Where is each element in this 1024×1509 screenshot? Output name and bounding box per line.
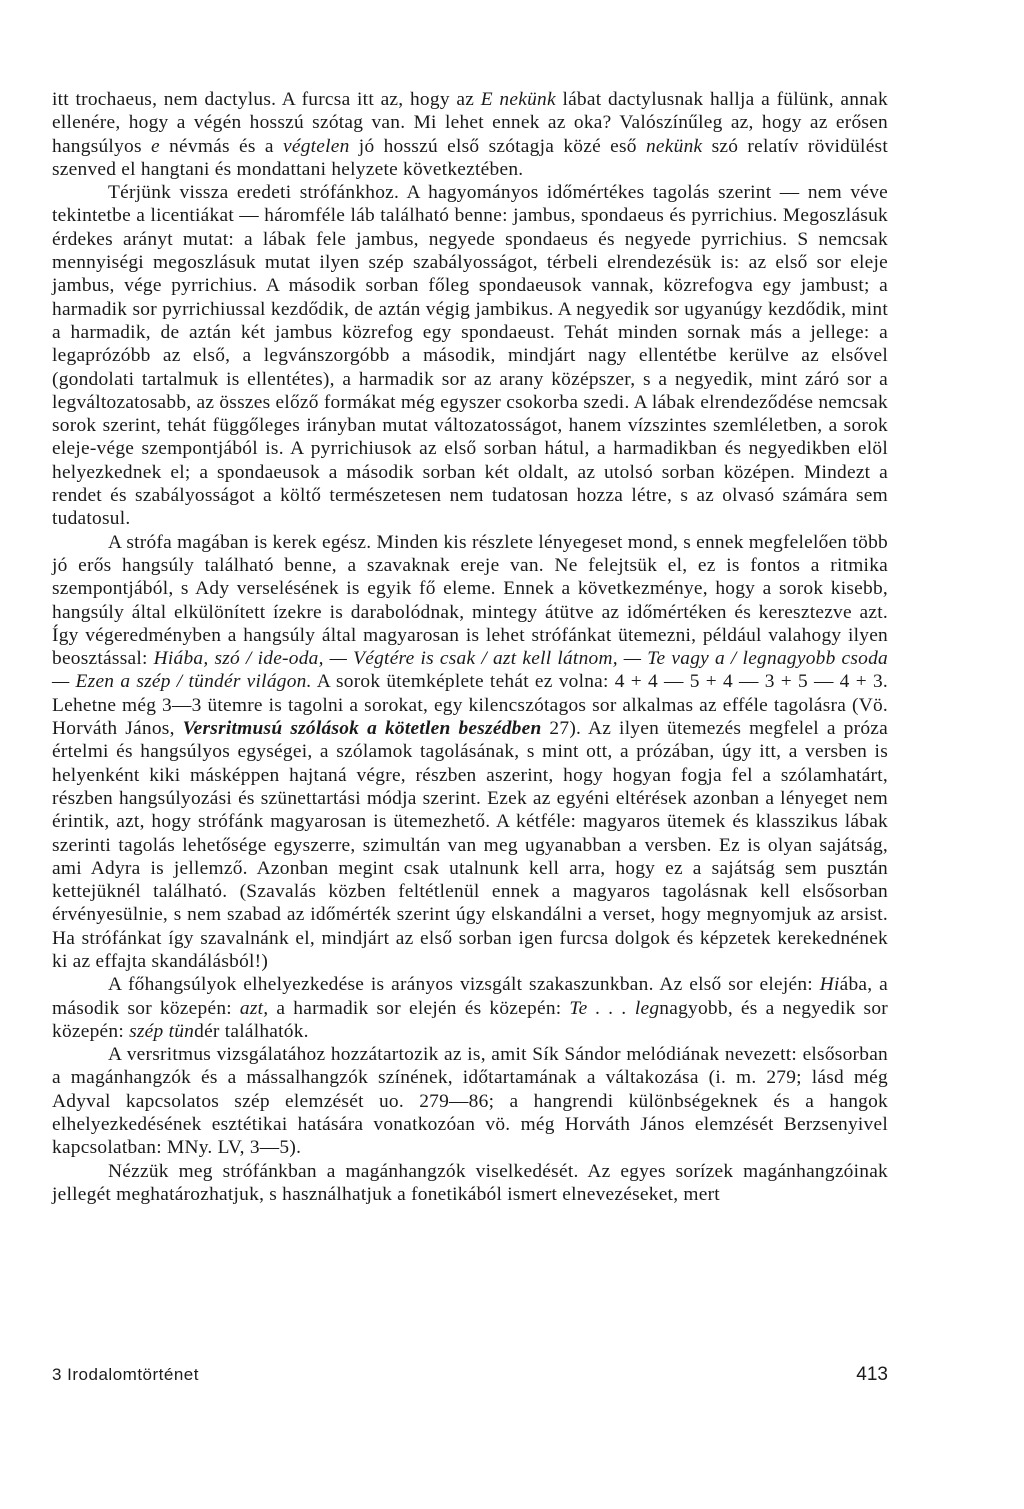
text-run: névmás és a	[159, 135, 283, 157]
text-run: szó relatív rövidülést szenved el hangtani és mondattani helyzete következtében.	[52, 135, 888, 180]
text-run: A strófa magában is kerek egész. Minden kis részlete lényegeset mond, s ennek megfelelően több jó erős hangsúly található benne, a szavaknak ereje van. Ne felejtsük el, ez is fontos a ritmika szempontjából, s Ady verselésének is egyik fő eleme. Ennek a következménye, hogy a sorok kisebb, hangsúly által elkülönített ízekre is darabolódnak, mintegy átütve az időmértéken és keresztezve azt. Így végeredményben a hangsúly által magyarosan is lehet strófánkat ütemezni, például valahogy ilyen beosztással:	[52, 531, 888, 670]
emphasized-text: nekünk	[645, 135, 703, 157]
signature-mark: 3 Irodalomtörténet	[52, 1365, 199, 1384]
text-run: Nézzük meg strófánkban a magánhangzók viselkedését. Az egyes sorízek magánhangzóinak jellegét meghatározhatjuk, s használhatjuk a fonetikából ismert elnevezéseket, mert	[52, 1160, 888, 1205]
text-run: A versritmus vizsgálatához hozzátartozik az is, amit Sík Sándor melódiának nevezett: elsősorban a magánhangzók és a mássalhangzók színének, időtartamának a váltakozása (i. m. 279; lásd még Adyval kapcsolatos szép elemzését uo. 279—86; a hangrendi különbségeknek és a hangok elhelyezkedésének esztétikai hatására vonatkozóan vö. még Horváth János elemzését Berzsenyivel kapcsolatban: MNy. LV, 3—5).	[52, 1044, 888, 1159]
emphasized-text: Versritmusú szólások a kötetlen beszédben	[182, 718, 542, 740]
text-run: dér találhatók.	[194, 1020, 309, 1042]
text-run: jó hosszú első szótagja közé eső	[349, 135, 646, 157]
paragraph	[52, 88, 888, 181]
emphasized-text: e	[150, 135, 160, 157]
text-run: itt trochaeus, nem dactylus. A furcsa itt az, hogy az	[52, 89, 481, 110]
emphasized-text: Te . . . leg	[569, 997, 660, 1019]
text-run: nagyobb, és a negyedik sor közepén:	[52, 997, 888, 1042]
emphasized-text: Hiába, szó / ide-oda, — Végtére is csak / azt kell látnom, — Te vagy a / legnagyobb csoda — Ezen a szép / tündér világon.	[52, 648, 889, 693]
text-run: ába, a második sor közepén:	[52, 974, 888, 1019]
page-number: 413	[856, 1364, 888, 1385]
text-run: A sorok ütemképlete tehát ez volna: 4 + 4 — 5 + 4 — 3 + 5 — 4 + 3. Lehetne még 3—3 ütemre is tagolni a sorokat, egy kilencszótagos sor alkalmas az efféle tagolásra (Vö. Horváth János,	[52, 671, 888, 740]
text-run: lábat dactylusnak hallja a fülünk, annak ellenére, hogy a végén hosszú szótag van. Mi lehet ennek az oka? Valószínűleg az, hogy az erősen hangsúlyos	[52, 89, 888, 157]
text-run: Térjünk vissza eredeti strófánkhoz. A hagyományos időmértékes tagolás szerint — nem véve tekintetbe a licentiákat — háromféle láb található benne: jambus, spondaeus és pyrrichius. Megoszlásuk érdekes arányt mutat: a lábak fele jambus, negyede spondaeus és negyede pyrrichius. S nemcsak mennyiségi megoszlásuk mutat ilyen szép szabályosságot, térbeli elrendezésük is: az első sor eleje jambus, vége pyrrichius. A második sorban főleg spondaeusok vannak, közrefogva egy jambust; a harmadik sor pyrrichiussal kezdődik, de aztán végig jambikus. A negyedik sor ugyanúgy kezdődik, mint a harmadik, de aztán két jambus közrefog egy spondaeust. Tehát minden sornak más a jellege: a legaprózóbb az első, a legvánszorgóbb a második, mindjárt nagy ellentétbe kerülve az elsővel (gondolati tartalmuk is ellentétes), a harmadik sor az arany középszer, s a negyedik, mint záró sor a legváltozatosabb, az összes előző formákat még egyszer csokorba szedi. A lábak elrendeződése nemcsak sorok szerint, tehát függőleges irányban mutat változatosságot, hanem vízszintes szemléletben, a sorok eleje-vége szempontjából is. A pyrrichiusok az első sorban hátul, a harmadikban és negyedikben elöl helyezkednek el; a spondaeusok a második sorban két oldalt, az utolsó sorban középen. Mindezt a rendet és szabályosságot a költő természetesen nem tudatosan hozza létre, s az olvasó számára sem tudatosul.	[52, 182, 888, 530]
paragraph	[52, 1160, 888, 1207]
emphasized-text: E nekünk	[480, 89, 556, 110]
emphasized-text: szép tün	[129, 1020, 195, 1042]
paragraph	[52, 973, 888, 1043]
emphasized-text: végtelen	[282, 135, 350, 157]
body-text	[52, 88, 888, 1206]
paragraph	[52, 1043, 888, 1159]
emphasized-text: azt,	[239, 997, 269, 1019]
text-run: A főhangsúlyok elhelyezkedése is arányos vizsgált szakaszunkban. Az első sor elején:	[108, 974, 820, 996]
paragraph	[52, 181, 888, 530]
text-run: a harmadik sor elején és közepén:	[268, 997, 570, 1019]
text-run: 27). Az ilyen ütemezés megfelel a próza értelmi és hangsúlyos egységei, a szólamok tagolásának, s mint ott, a prózában, úgy itt, a versben is helyenként kiki másképpen hajtaná végre, részben aszerint, hogy hogyan fogja fel a szólamhatárt, részben hangsúlyozási és szünettartási módja szerint. Ezek az egyéni eltérések azonban a lényeget nem érintik, azt, hogy strófánk magyarosan is ütemezhető. A kétféle: magyaros ütemek és klasszikus lábak szerinti tagolás lehetősége egyszerre, szimultán van meg ugyanabban a versben. Ez is olyan sajátság, ami Adyra is jellemző. Azonban megint csak utalnunk kell arra, hogy ez a sajátság sem pusztán kettejüknél található. (Szavalás közben feltétlenül ennek a magyaros tagolásnak kell elsősorban érvényesülnie, s nem szabad az időmérték szerint úgy elskandálni a verset, hogy megnyomjuk az arsist. Ha strófánkat így szavalnánk el, mindjárt az első sorban igen furcsa dolgok és képzetek kerekednének ki az effajta skandálásból!)	[52, 718, 888, 972]
paragraph	[52, 531, 888, 974]
emphasized-text: Hi	[819, 974, 840, 996]
